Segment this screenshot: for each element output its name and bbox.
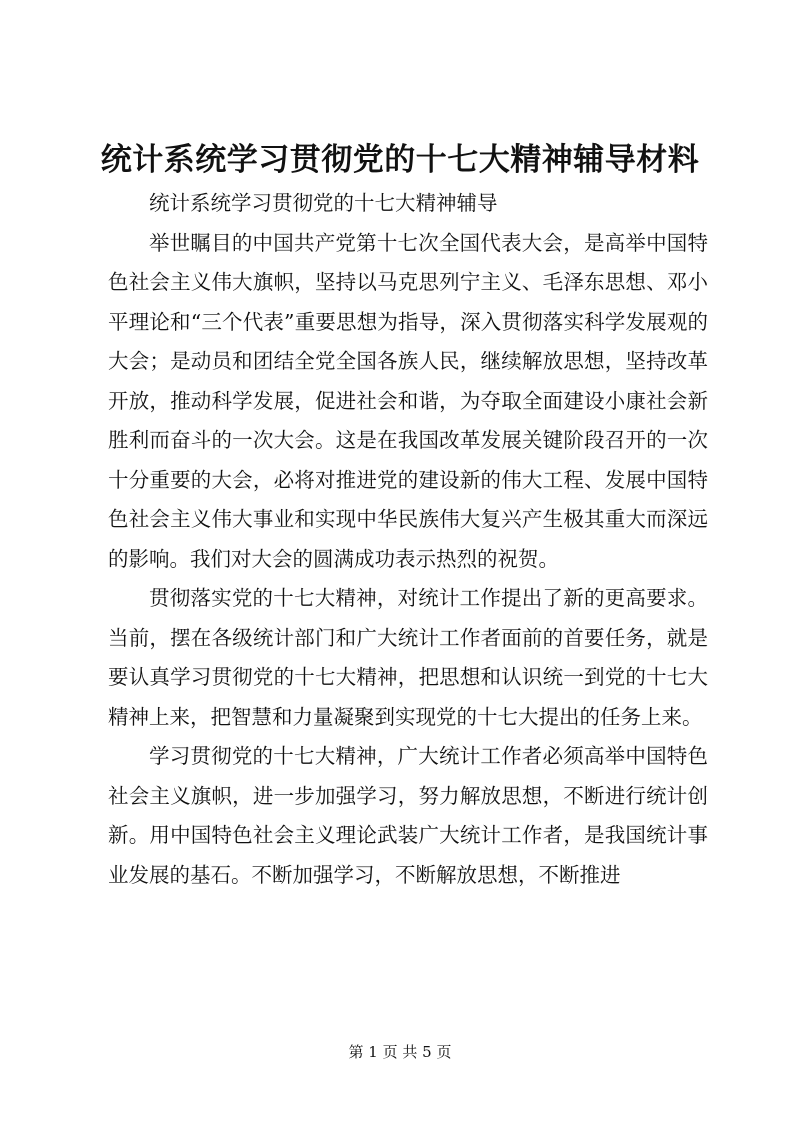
paragraph-1: 举世瞩目的中国共产党第十七次全国代表大会，是高举中国特色社会主义伟大旗帜，坚持以马克思列宁主义、毛泽东思想、邓小平理论和“三个代表”重要思想为指导，深入贯彻落实科学发展观的大会；是动员和团结全党全国各族人民，继续解放思想，坚持改革开放，推动科学发展，促进社会和谐，为夺取全面建设小康社会新胜利而奋斗的一次大会。这是在我国改革发展关键阶段召开的一次十分重要的大会，必将对推进党的建设新的伟大工程、发展中国特色社会主义伟大事业和实现中华民族伟大复兴产生极其重大而深远的影响。我们对大会的圆满成功表示热烈的祝贺。 (108, 230, 708, 571)
document-title: 统计系统学习贯彻党的十七大精神辅导材料 (100, 142, 700, 178)
page-number-footer: 第 1 页 共 5 页 (348, 1043, 452, 1061)
paragraph-3: 学习贯彻党的十七大精神，广大统计工作者必须高举中国特色社会主义旗帜，进一步加强学习，努力解放思想，不断进行统计创新。用中国特色社会主义理论武装广大统计工作者，是我国统计事业发展的基石。不断加强学习，不断解放思想，不断推进 (108, 744, 708, 887)
paragraph-2: 贯彻落实党的十七大精神，对统计工作提出了新的更高要求。当前，摆在各级统计部门和广大统计工作者面前的首要任务，就是要认真学习贯彻党的十七大精神，把思想和认识统一到党的十七大精神上来，把智慧和力量凝聚到实现党的十七大提出的任务上来。 (108, 586, 708, 729)
paragraph-subtitle: 统计系统学习贯彻党的十七大精神辅导 (149, 191, 498, 215)
document-body (108, 184, 708, 895)
